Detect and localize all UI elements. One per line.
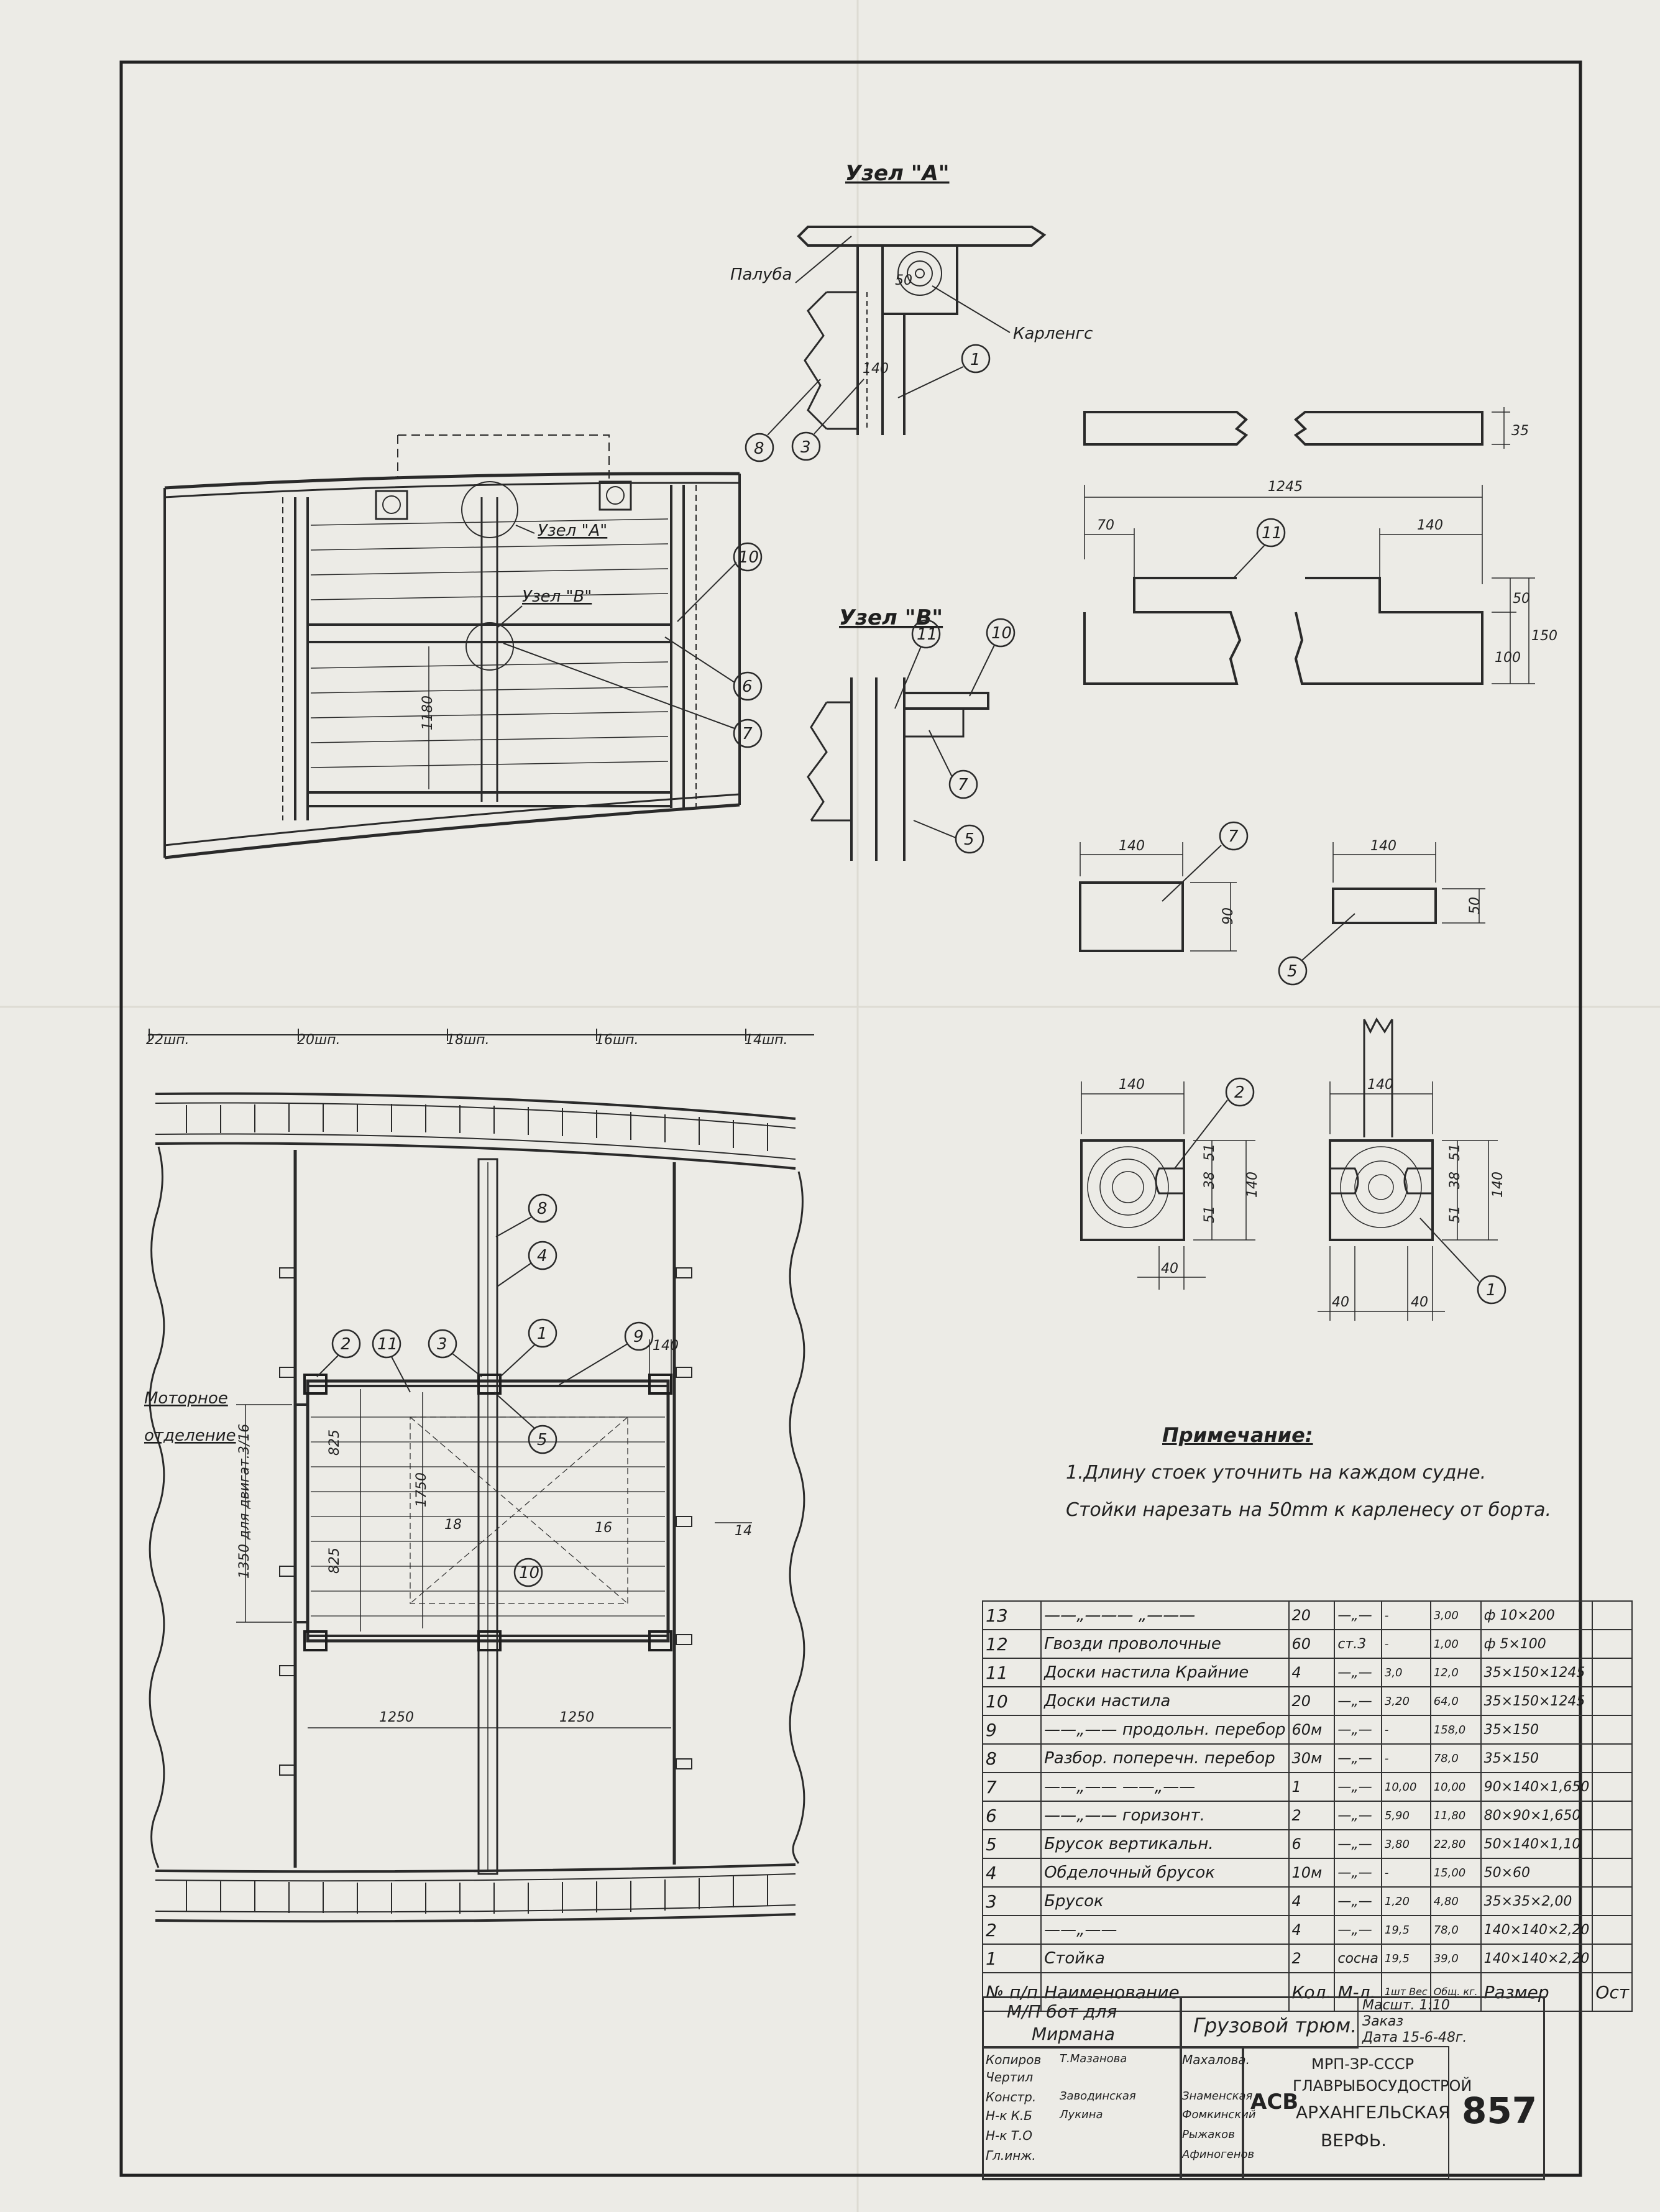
spec-cell-w2: 22,80: [1431, 1830, 1481, 1858]
spec-cell-mat: —„—: [1334, 1830, 1382, 1858]
plan-callout-8: 8: [537, 1200, 548, 1218]
tb-date: Дата 15-6-48г.: [1362, 2030, 1467, 2045]
spec-cell-qty: 6: [1289, 1830, 1335, 1858]
tb-role-2: Констр.: [986, 2090, 1037, 2104]
node-b-callout-5: 5: [964, 830, 974, 849]
post-left-dim-b: 38: [1202, 1172, 1217, 1189]
spec-cell-name: ——„—— ——„——: [1041, 1773, 1288, 1801]
spec-cell-w2: 15,00: [1431, 1858, 1481, 1887]
spec-cell-name: Обделочный брусок: [1041, 1858, 1288, 1887]
spec-cell-w1: 5,90: [1382, 1801, 1431, 1830]
spec-header-qty: Кол.: [1289, 1973, 1335, 2011]
spec-cell-w1: 19,5: [1382, 1944, 1431, 1973]
spec-cell-name: Разбор. поперечн. перебор: [1041, 1744, 1288, 1773]
spec-cell-name: Брусок вертикальн.: [1041, 1830, 1288, 1858]
section-callout-7: 7: [742, 725, 753, 743]
spec-cell-name: Гвозди проволочные: [1041, 1630, 1288, 1658]
spec-row: [983, 1944, 1632, 1973]
tb-role-0: Копиров: [986, 2052, 1042, 2067]
tb-name-0: Махалова.: [1182, 2052, 1250, 2067]
post-left-callout: 2: [1234, 1083, 1245, 1102]
spec-cell-w2: 158,0: [1431, 1715, 1481, 1744]
spec-row: [983, 1687, 1632, 1715]
spec-cell-mat: —„—: [1334, 1916, 1382, 1944]
spec-cell-other: [1592, 1916, 1632, 1944]
spec-cell-size: ф 5×100: [1481, 1630, 1593, 1658]
frame-22: 22шп.: [146, 1032, 190, 1048]
frame-20: 20шп.: [297, 1032, 341, 1048]
spec-cell-qty: 4: [1289, 1887, 1335, 1916]
spec-cell-size: 80×90×1,650: [1481, 1801, 1593, 1830]
spec-cell-w2: 1,00: [1431, 1630, 1481, 1658]
plan-engine-label-2: отделение: [144, 1426, 236, 1445]
spec-cell-n: 8: [983, 1744, 1041, 1773]
tb-project-1: М/П бот для: [1007, 2001, 1117, 2022]
spec-cell-qty: 30м: [1289, 1744, 1335, 1773]
tb-org-2: ГЛАВРЫБОСУДОСТРОЙ: [1293, 2077, 1472, 2095]
post-right-dim-a: 51: [1447, 1144, 1463, 1161]
spec-cell-w1: 3,0: [1382, 1658, 1431, 1687]
spec-cell-mat: сосна: [1334, 1944, 1382, 1973]
spec-cell-n: 7: [983, 1773, 1041, 1801]
spec-cell-qty: 1: [1289, 1773, 1335, 1801]
post-right-dim-notch-r: 40: [1411, 1295, 1428, 1310]
spec-cell-w1: 10,00: [1382, 1773, 1431, 1801]
plan-callout-9: 9: [633, 1328, 644, 1346]
frame-18: 18шп.: [446, 1032, 490, 1048]
plan-dim-140: 140: [653, 1338, 679, 1354]
spec-cell-w2: 78,0: [1431, 1744, 1481, 1773]
node-a-callout-8: 8: [754, 439, 764, 458]
node-a-dim-140: 140: [863, 361, 889, 377]
board-dim-1245: 1245: [1268, 479, 1303, 495]
spec-cell-name: Доски настила: [1041, 1687, 1288, 1715]
spec-cell-n: 4: [983, 1858, 1041, 1887]
spec-cell-w1: -: [1382, 1858, 1431, 1887]
tb-name-3: Рыжаков: [1182, 2128, 1235, 2141]
node-b-callout-7: 7: [958, 776, 968, 794]
spec-cell-size: 35×150×1245: [1481, 1687, 1593, 1715]
post-left-dim-c: 51: [1202, 1206, 1217, 1223]
spec-cell-size: 90×140×1,650: [1481, 1773, 1593, 1801]
post-left-dim-d: 140: [1245, 1172, 1260, 1198]
spec-cell-size: 35×35×2,00: [1481, 1887, 1593, 1916]
spec-cell-w1: -: [1382, 1630, 1431, 1658]
spec-cell-mat: —„—: [1334, 1773, 1382, 1801]
spec-row: [983, 1630, 1632, 1658]
spec-row: [983, 1858, 1632, 1887]
spec-cell-mat: —„—: [1334, 1887, 1382, 1916]
spec-header-size: Размер: [1481, 1973, 1593, 2011]
spec-cell-other: [1592, 1858, 1632, 1887]
post-left-dim-a: 51: [1202, 1144, 1217, 1161]
spec-cell-name: Стойка: [1041, 1944, 1288, 1973]
spec-cell-n: 6: [983, 1801, 1041, 1830]
spec-header-n: № п/п: [983, 1973, 1041, 2011]
post-right-callout: 1: [1486, 1281, 1497, 1300]
plan-frame-16: 16: [595, 1520, 612, 1536]
spec-cell-n: 11: [983, 1658, 1041, 1687]
spec-cell-w2: 64,0: [1431, 1687, 1481, 1715]
notes-title: Примечание:: [1162, 1423, 1313, 1447]
spec-header-mat: М-л.: [1334, 1973, 1382, 2011]
plan-dim-1750: 1750: [414, 1472, 429, 1507]
board-dim-35: 35: [1511, 423, 1529, 439]
section-node-b-label: Узел "В": [522, 587, 592, 606]
spec-cell-size: 140×140×2,20: [1481, 1944, 1593, 1973]
spec-cell-n: 13: [983, 1601, 1041, 1630]
spec-cell-qty: 10м: [1289, 1858, 1335, 1887]
spec-cell-n: 12: [983, 1630, 1041, 1658]
spec-row: [983, 1601, 1632, 1630]
spec-cell-w2: 12,0: [1431, 1658, 1481, 1687]
plan-dim-1250a: 1250: [379, 1710, 414, 1725]
spec-row: [983, 1830, 1632, 1858]
specification-table: [982, 1600, 1633, 2012]
plan-frame-14: 14: [735, 1523, 752, 1539]
spec-header-name: Наименование: [1041, 1973, 1288, 2011]
node-a-dim-50: 50: [895, 273, 912, 288]
bar-left-callout: 7: [1228, 827, 1239, 846]
spec-cell-other: [1592, 1715, 1632, 1744]
node-b-callout-11: 11: [917, 625, 938, 644]
spec-cell-w2: 4,80: [1431, 1887, 1481, 1916]
spec-cell-n: 3: [983, 1887, 1041, 1916]
spec-cell-qty: 20: [1289, 1601, 1335, 1630]
tb-role-4: Н-к Т.О: [986, 2128, 1033, 2143]
spec-cell-name: ——„——— „———: [1041, 1601, 1288, 1630]
node-b-callout-10: 10: [991, 624, 1012, 643]
tb-name-4: Афиногенов: [1182, 2148, 1255, 2161]
plan-callout-2: 2: [341, 1335, 351, 1354]
tb-sig-1: Заводинская: [1060, 2090, 1136, 2103]
spec-header-w1: 1шт Вес: [1382, 1973, 1431, 2011]
spec-cell-other: [1592, 1773, 1632, 1801]
spec-cell-qty: 60: [1289, 1630, 1335, 1658]
tb-role-3: Н-к К.Б: [986, 2108, 1032, 2123]
spec-cell-other: [1592, 1658, 1632, 1687]
tb-logo: АСВ: [1250, 2090, 1299, 2114]
tb-role-5: Гл.инж.: [986, 2148, 1036, 2163]
board-dim-70: 70: [1097, 518, 1114, 533]
bar-right-dim-w: 140: [1370, 838, 1396, 854]
spec-cell-n: 2: [983, 1916, 1041, 1944]
spec-cell-size: 35×150: [1481, 1715, 1593, 1744]
spec-cell-other: [1592, 1687, 1632, 1715]
post-right-dim-w: 140: [1367, 1077, 1393, 1093]
post-left-dim-notch: 40: [1161, 1261, 1178, 1277]
board-dim-150: 150: [1531, 628, 1557, 644]
spec-cell-w2: 39,0: [1431, 1944, 1481, 1973]
spec-cell-w2: 11,80: [1431, 1801, 1481, 1830]
bar-right-callout: 5: [1287, 962, 1298, 981]
bar-left-dim-h: 90: [1221, 907, 1236, 925]
post-left-dim-w: 140: [1119, 1077, 1145, 1093]
plan-engine-label-1: Моторное: [144, 1389, 228, 1408]
spec-cell-mat: —„—: [1334, 1601, 1382, 1630]
spec-cell-size: 35×150×1245: [1481, 1658, 1593, 1687]
spec-row: [983, 1801, 1632, 1830]
spec-cell-w2: 78,0: [1431, 1916, 1481, 1944]
spec-cell-other: [1592, 1887, 1632, 1916]
spec-cell-qty: 4: [1289, 1916, 1335, 1944]
spec-cell-other: [1592, 1630, 1632, 1658]
post-right-dim-c: 51: [1447, 1206, 1463, 1223]
tb-role-1: Чертил: [986, 2070, 1034, 2085]
tb-name-1: Знаменская: [1182, 2090, 1253, 2103]
board-callout-11: 11: [1262, 524, 1283, 543]
spec-row: [983, 1658, 1632, 1687]
spec-row: [983, 1715, 1632, 1744]
spec-cell-n: 1: [983, 1944, 1041, 1973]
node-a-title: Узел "А": [845, 161, 950, 186]
spec-cell-size: 50×140×1,10: [1481, 1830, 1593, 1858]
board-dim-50: 50: [1513, 591, 1530, 607]
spec-row: [983, 1887, 1632, 1916]
spec-cell-w1: -: [1382, 1715, 1431, 1744]
spec-cell-mat: ст.3: [1334, 1630, 1382, 1658]
plan-callout-3: 3: [437, 1335, 447, 1354]
spec-row: [983, 1773, 1632, 1801]
board-dim-100: 100: [1495, 650, 1521, 666]
tb-sig-0: Т.Мазанова: [1060, 2052, 1127, 2065]
plan-callout-5: 5: [537, 1431, 548, 1449]
section-node-a-label: Узел "А": [538, 521, 608, 540]
node-a-karlengs-label: Карленгс: [1013, 324, 1093, 343]
spec-header-other: Ост: [1592, 1973, 1632, 2011]
plan-dim-825b: 825: [327, 1548, 342, 1574]
tb-project-2: Мирмана: [1032, 2024, 1115, 2044]
spec-cell-other: [1592, 1744, 1632, 1773]
spec-cell-qty: 4: [1289, 1658, 1335, 1687]
spec-cell-other: [1592, 1830, 1632, 1858]
plan-callout-1: 1: [537, 1324, 548, 1343]
plan-frame-18: 18: [444, 1517, 462, 1533]
spec-cell-qty: 2: [1289, 1944, 1335, 1973]
tb-sig-2: Лукина: [1060, 2108, 1103, 2121]
spec-cell-name: ——„—— горизонт.: [1041, 1801, 1288, 1830]
notes-line-1: 1.Длину стоек уточнить на каждом судне.: [1066, 1462, 1487, 1484]
spec-cell-mat: —„—: [1334, 1801, 1382, 1830]
tb-order: Заказ: [1362, 2014, 1404, 2029]
spec-cell-mat: —„—: [1334, 1715, 1382, 1744]
node-a-callout-3: 3: [800, 438, 811, 457]
node-b-title: Узел "В": [839, 605, 943, 630]
spec-cell-mat: —„—: [1334, 1658, 1382, 1687]
section-callout-10: 10: [738, 548, 759, 567]
spec-cell-name: ——„——: [1041, 1916, 1288, 1944]
spec-cell-name: Брусок: [1041, 1887, 1288, 1916]
spec-cell-w2: 3,00: [1431, 1601, 1481, 1630]
tb-org-4: ВЕРФЬ.: [1321, 2130, 1387, 2150]
tb-name-2: Фомкинский: [1182, 2108, 1256, 2121]
post-right-dim-notch-l: 40: [1332, 1295, 1349, 1310]
tb-drawing-number: 857: [1462, 2090, 1538, 2132]
section-callout-6: 6: [742, 677, 753, 696]
spec-cell-other: [1592, 1944, 1632, 1973]
spec-header-w2: Общ. кг.: [1431, 1973, 1481, 2011]
spec-cell-mat: —„—: [1334, 1858, 1382, 1887]
spec-cell-other: [1592, 1601, 1632, 1630]
plan-dim-1250b: 1250: [559, 1710, 594, 1725]
plan-callout-10: 10: [519, 1564, 540, 1582]
spec-cell-w1: 3,20: [1382, 1687, 1431, 1715]
node-a-callout-1: 1: [970, 351, 981, 369]
plan-dim-1350: 1350 для двигат.3/16: [237, 1423, 252, 1579]
spec-cell-name: Доски настила Крайние: [1041, 1658, 1288, 1687]
spec-cell-size: 35×150: [1481, 1744, 1593, 1773]
frame-16: 16шп.: [595, 1032, 639, 1048]
spec-row: [983, 1916, 1632, 1944]
tb-scale: Масшт. 1:10: [1362, 1998, 1450, 2013]
tb-org-3: АРХАНГЕЛЬСКАЯ: [1296, 2102, 1451, 2123]
spec-cell-mat: —„—: [1334, 1687, 1382, 1715]
frame-14: 14шп.: [745, 1032, 788, 1048]
spec-cell-other: [1592, 1801, 1632, 1830]
spec-cell-mat: —„—: [1334, 1744, 1382, 1773]
section-dim-1180: 1180: [420, 695, 436, 730]
spec-row: [983, 1744, 1632, 1773]
spec-cell-n: 9: [983, 1715, 1041, 1744]
spec-cell-size: 50×60: [1481, 1858, 1593, 1887]
plan-dim-825a: 825: [327, 1430, 342, 1456]
post-right-dim-d: 140: [1490, 1172, 1506, 1198]
spec-cell-name: ——„—— продольн. перебор: [1041, 1715, 1288, 1744]
spec-cell-qty: 60м: [1289, 1715, 1335, 1744]
spec-cell-w1: -: [1382, 1744, 1431, 1773]
notes-line-2: Стойки нарезать на 50mm к карленесу от борта.: [1066, 1499, 1551, 1521]
spec-cell-size: ф 10×200: [1481, 1601, 1593, 1630]
bar-right-dim-h: 50: [1467, 897, 1483, 914]
node-a-paluba-label: Палуба: [730, 265, 792, 284]
spec-cell-n: 5: [983, 1830, 1041, 1858]
post-right-dim-b: 38: [1447, 1172, 1463, 1189]
plan-callout-11: 11: [377, 1335, 398, 1354]
spec-cell-w2: 10,00: [1431, 1773, 1481, 1801]
spec-cell-w1: -: [1382, 1601, 1431, 1630]
tb-drawing-name: Грузовой трюм.: [1193, 2014, 1357, 2037]
spec-cell-w1: 19,5: [1382, 1916, 1431, 1944]
spec-cell-qty: 20: [1289, 1687, 1335, 1715]
spec-cell-w1: 3,80: [1382, 1830, 1431, 1858]
spec-cell-qty: 2: [1289, 1801, 1335, 1830]
board-dim-140: 140: [1417, 518, 1443, 533]
spec-cell-n: 10: [983, 1687, 1041, 1715]
title-block: [982, 1996, 1541, 2177]
tb-org-1: МРП-ЗР-СССР: [1311, 2055, 1415, 2073]
plan-callout-4: 4: [537, 1247, 548, 1265]
bar-left-dim-w: 140: [1119, 838, 1145, 854]
spec-cell-size: 140×140×2,20: [1481, 1916, 1593, 1944]
spec-cell-w1: 1,20: [1382, 1887, 1431, 1916]
